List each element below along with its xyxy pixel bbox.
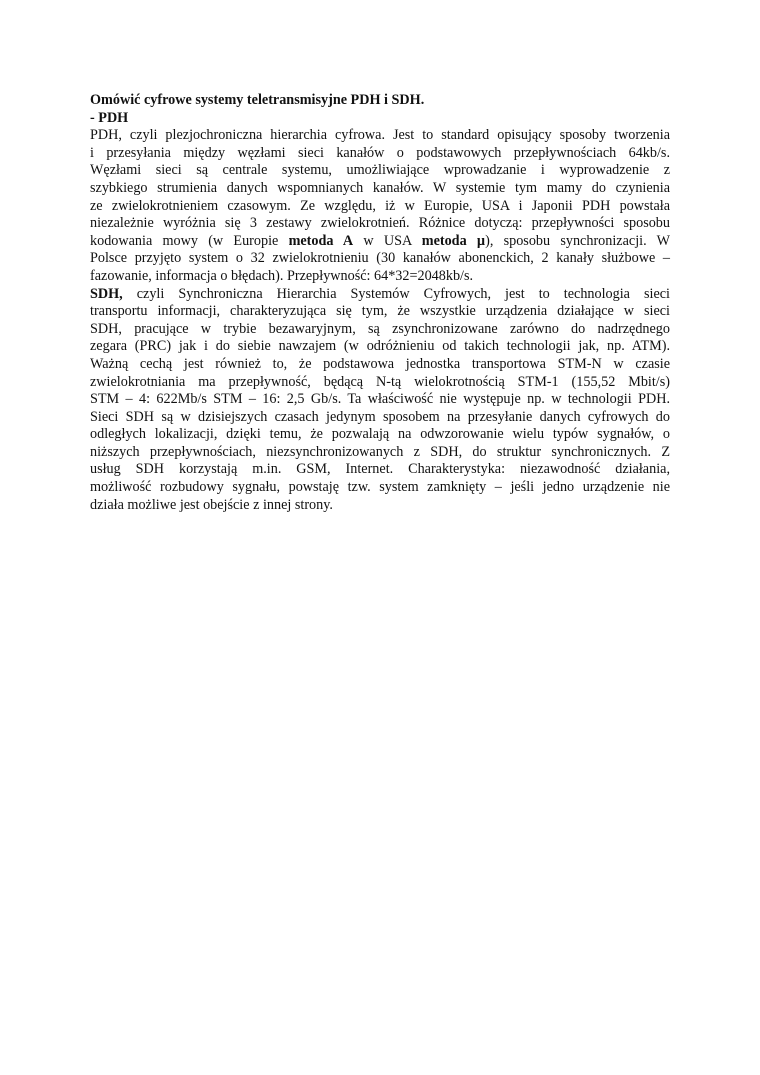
- text-line: Węzłami sieci są centrale systemu, umożliwiające wprowadzanie i wyprowadzenie z: [90, 162, 670, 179]
- text-line: Sieci SDH są w dzisiejszych czasach jedynym sposobem na przesyłanie danych cyfrowych do: [90, 408, 670, 425]
- text-line: SDH, pracujące w trybie bezawaryjnym, są zsynchronizowane zarówno do nadrzędnego: [90, 320, 670, 337]
- document-title: Omówić cyfrowe systemy teletransmisyjne PDH i SDH.: [90, 92, 425, 108]
- pdh-paragraph: [90, 127, 670, 285]
- text-line: PDH, czyli plezjochroniczna hierarchia cyfrowa. Jest to standard opisujący sposoby tworzenia: [90, 127, 670, 144]
- text-line: Ważną cechą jest również to, że podstawowa jednostka transportowa STM-N w czasie: [90, 355, 670, 372]
- text-run: czyli Synchroniczna Hierarchia Systemów Cyfrowych, jest to technologia sieci: [122, 285, 670, 302]
- text-line: STM – 4: 622Mb/s STM – 16: 2,5 Gb/s. Ta właściwość nie występuje np. w technologii PDH.: [90, 391, 670, 408]
- text-line: niezależnie wyróżnia się 3 zestawy zwielokrotnień. Różnice dotyczą: przepływności sposobu: [90, 215, 670, 232]
- document-page: [90, 92, 670, 514]
- section-heading-pdh: - PDH: [90, 109, 129, 126]
- text-line: odległych lokalizacji, dzięki temu, że pozwalają na odwzorowanie wielu typów sygnałów, o: [90, 426, 670, 443]
- text-line: transportu informacji, charakteryzująca się tym, że wszystkie urządzenia działające w sieci: [90, 303, 670, 320]
- text-line: ze zwielokrotnieniem czasowym. Ze względu, iż w Europie, USA i Japonii PDH powstała: [90, 197, 670, 214]
- text-line: i przesyłania między węzłami sieci kanałów o podstawowych przepływnościach 64kb/s.: [90, 144, 670, 161]
- text-run: kodowania mowy (w Europie: [90, 232, 289, 249]
- bold-term-sdh: SDH,: [90, 285, 123, 302]
- text-line: fazowanie, informacja o błędach). Przepływność: 64*32=2048kb/s.: [90, 267, 474, 284]
- text-line: szybkiego strumienia danych wspomnianych kanałów. W systemie tym mamy do czynienia: [90, 179, 670, 196]
- text-line: zwielokrotniania ma przepływność, będącą N-tą wielokrotnością STM-1 (155,52 Mbit/s): [90, 373, 670, 390]
- text-line: usług SDH korzystają m.in. GSM, Internet. Charakterystyka: niezawodność działania,: [90, 461, 670, 478]
- text-run: w USA: [353, 232, 422, 249]
- text-run: ), sposobu synchronizacji. W: [485, 232, 670, 249]
- text-line: [90, 286, 670, 304]
- sdh-paragraph: [90, 286, 670, 515]
- text-line: możliwość rozbudowy sygnału, powstaję tzw. system zamknięty – jeśli jedno urządzenie nie: [90, 479, 670, 496]
- text-line: działa możliwe jest obejście z innej strony.: [90, 496, 333, 513]
- bold-term-metoda-mu: metoda µ: [421, 232, 486, 249]
- text-line: niższych przepływnościach, niezsynchronizowanych z SDH, do struktur synchronicznych. Z: [90, 443, 670, 460]
- text-line: Polsce przyjęto system o 32 zwielokrotnieniu (30 kanałów abonenckich, 2 kanały służbowe –: [90, 250, 670, 267]
- bold-term-metoda-a: metoda A: [288, 232, 354, 249]
- text-line: zegara (PRC) jak i do siebie nawzajem (w odróżnieniu od takich technologii jak, np. ATM).: [90, 338, 670, 355]
- text-line: [90, 233, 670, 251]
